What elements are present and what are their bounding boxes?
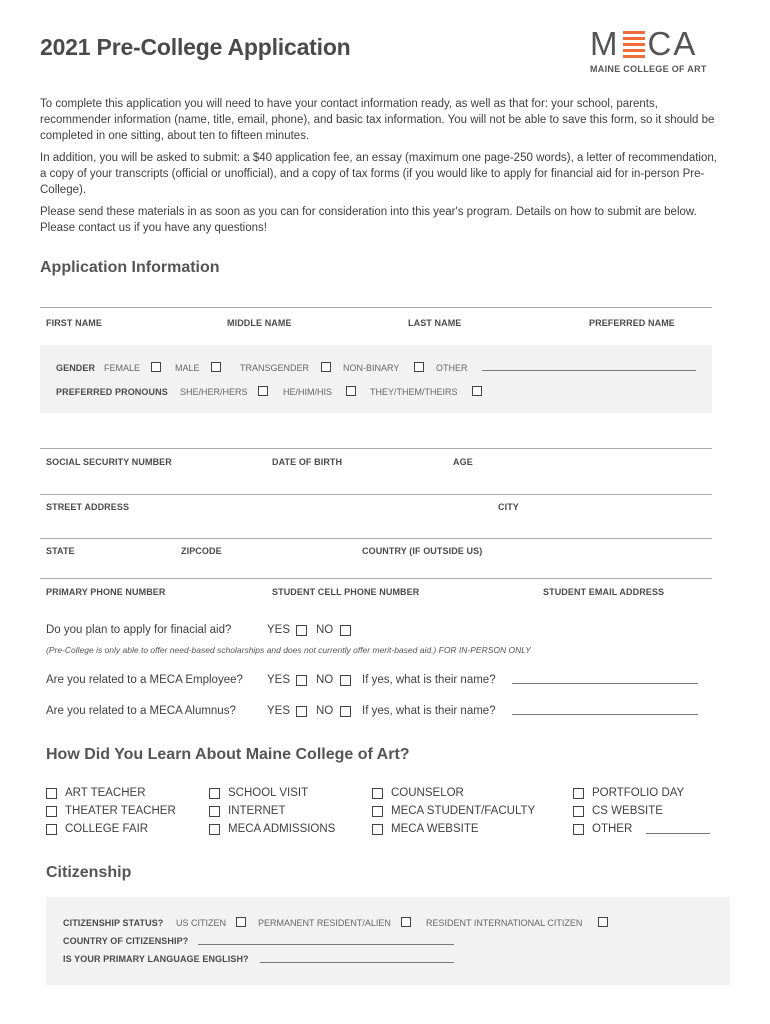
learn-checkbox[interactable] [573, 788, 584, 799]
primary-phone-field[interactable]: PRIMARY PHONE NUMBER [46, 587, 166, 597]
learn-option[interactable]: SCHOOL VISIT [209, 784, 335, 802]
divider [40, 538, 712, 539]
intro-paragraph: Please send these materials in as soon as you can for consideration into this year's program. Details on how to submit are below. Please contact us if you have any questions! [40, 206, 697, 234]
pronoun-they-checkbox[interactable] [472, 386, 482, 396]
learn-checkbox[interactable] [573, 824, 584, 835]
meca-logo [590, 25, 712, 74]
us-citizen-checkbox[interactable] [236, 917, 246, 927]
pronouns-label: PREFERRED PRONOUNS [56, 387, 168, 397]
first-name-field[interactable]: FIRST NAME [46, 318, 102, 328]
age-field[interactable]: AGE [453, 457, 473, 467]
learn-checkbox[interactable] [209, 824, 220, 835]
primary-language-input[interactable] [260, 962, 454, 963]
alumnus-yes-checkbox[interactable] [296, 706, 307, 717]
learn-option[interactable]: COLLEGE FAIR [46, 820, 176, 838]
preferred-name-field[interactable]: PREFERRED NAME [589, 318, 675, 328]
learn-checkbox[interactable] [372, 806, 383, 817]
learn-checkbox[interactable] [46, 824, 57, 835]
country-of-citizenship-input[interactable] [198, 944, 454, 945]
aid-question: Do you plan to apply for finacial aid? [46, 624, 232, 636]
employee-no-checkbox[interactable] [340, 675, 351, 686]
zipcode-field[interactable]: ZIPCODE [181, 546, 222, 556]
alumnus-question: Are you related to a MECA Alumnus? [46, 705, 236, 717]
yes-label: YES [267, 705, 291, 717]
learn-option[interactable]: MECA STUDENT/FACULTY [372, 802, 535, 820]
gender-option-label: TRANSGENDER [240, 363, 310, 373]
gender-nonbinary-checkbox[interactable] [414, 362, 424, 372]
city-field[interactable]: CITY [498, 502, 519, 512]
no-label: NO [316, 705, 334, 717]
learn-option[interactable]: CS WEBSITE [573, 802, 684, 820]
employee-yes-checkbox[interactable] [296, 675, 307, 686]
citizenship-status-label: CITIZENSHIP STATUS? [63, 918, 164, 928]
citizenship-option-label: PERMANENT RESIDENT/ALIEN [258, 918, 391, 928]
middle-name-field[interactable]: MIDDLE NAME [227, 318, 292, 328]
dob-field[interactable]: DATE OF BIRTH [272, 457, 343, 467]
last-name-field[interactable]: LAST NAME [408, 318, 462, 328]
gender-male-checkbox[interactable] [211, 362, 221, 372]
learn-checkbox[interactable] [209, 788, 220, 799]
learn-option[interactable]: MECA WEBSITE [372, 820, 535, 838]
email-field[interactable]: STUDENT EMAIL ADDRESS [543, 587, 665, 597]
learn-column [46, 784, 176, 838]
logo-wordmark [590, 25, 712, 62]
citizenship-option-label: RESIDENT INTERNATIONAL CITIZEN [426, 918, 583, 928]
if-yes-label: If yes, what is their name? [362, 674, 496, 686]
learn-option[interactable]: THEATER TEACHER [46, 802, 176, 820]
gender-option-label: NON-BINARY [343, 363, 400, 373]
country-field[interactable]: COUNTRY (IF OUTSIDE US) [362, 546, 483, 556]
learn-checkbox[interactable] [46, 806, 57, 817]
primary-language-label: IS YOUR PRIMARY LANGUAGE ENGLISH? [63, 954, 249, 964]
pronoun-option-label: THEY/THEM/THEIRS [370, 387, 458, 397]
learn-option[interactable]: INTERNET [209, 802, 335, 820]
learn-option[interactable]: COUNSELOR [372, 784, 535, 802]
learn-checkbox[interactable] [573, 806, 584, 817]
state-field[interactable]: STATE [46, 546, 75, 556]
learn-checkbox[interactable] [372, 824, 383, 835]
gender-row [56, 362, 95, 374]
employee-name-input[interactable] [512, 683, 698, 684]
aid-yes-checkbox[interactable] [296, 625, 307, 636]
learn-option[interactable]: ART TEACHER [46, 784, 176, 802]
learn-option[interactable]: MECA ADMISSIONS [209, 820, 335, 838]
alumnus-name-input[interactable] [512, 714, 698, 715]
alumnus-no-checkbox[interactable] [340, 706, 351, 717]
learn-option[interactable]: OTHER [573, 820, 684, 838]
cell-phone-field[interactable]: STUDENT CELL PHONE NUMBER [272, 587, 420, 597]
gender-option-label: OTHER [436, 363, 468, 373]
citizenship-option-label: US CITIZEN [176, 918, 227, 928]
yes-label: YES [267, 624, 291, 636]
learn-column [573, 784, 684, 838]
employee-question: Are you related to a MECA Employee? [46, 674, 243, 686]
yes-label: YES [267, 674, 291, 686]
gender-label: GENDER [56, 363, 96, 373]
intro-paragraph: In addition, you will be asked to submit: a $40 application fee, an essay (maximum one page-250 words), a letter of recommendation, a copy of your transcripts (official or unofficial), and a copy of tax forms (if you would like to apply for financial aid for in-person Pre-College). [40, 152, 717, 196]
logo-subtitle: MAINE COLLEGE OF ART [590, 64, 707, 74]
gender-female-checkbox[interactable] [151, 362, 161, 372]
pronoun-he-checkbox[interactable] [346, 386, 356, 396]
gender-other-input[interactable] [482, 370, 696, 371]
learn-checkbox[interactable] [372, 788, 383, 799]
learn-other-input[interactable] [646, 833, 710, 834]
divider [40, 494, 712, 495]
gender-option-label: FEMALE [104, 363, 141, 373]
ssn-field[interactable]: SOCIAL SECURITY NUMBER [46, 457, 172, 467]
gender-transgender-checkbox[interactable] [321, 362, 331, 372]
logo-letters-ca: CA [647, 25, 698, 62]
no-label: NO [316, 624, 334, 636]
divider [40, 578, 712, 579]
learn-checkbox[interactable] [46, 788, 57, 799]
international-citizen-checkbox[interactable] [598, 917, 608, 927]
section-heading-learn: How Did You Learn About Maine College of Art? [46, 746, 410, 763]
aid-no-checkbox[interactable] [340, 625, 351, 636]
page-title: 2021 Pre-College Application [40, 34, 351, 60]
pronoun-option-label: HE/HIM/HIS [283, 387, 333, 397]
logo-e-stripes-icon [623, 31, 645, 58]
gender-option-label: MALE [175, 363, 200, 373]
country-of-citizenship-label: COUNTRY OF CITIZENSHIP? [63, 936, 189, 946]
no-label: NO [316, 674, 334, 686]
learn-column [209, 784, 335, 838]
learn-checkbox[interactable] [209, 806, 220, 817]
intro-paragraph: To complete this application you will need to have your contact information ready, as well as that for: your school, parents, recommender information (name, title, email, phone), and basic tax information. You will not be able to save this form, so it should be completed in one sitting, about ten to fifteen minutes. [40, 98, 715, 142]
learn-option[interactable]: PORTFOLIO DAY [573, 784, 684, 802]
if-yes-label: If yes, what is their name? [362, 705, 496, 717]
gender-pronouns-panel [40, 345, 712, 413]
street-address-field[interactable]: STREET ADDRESS [46, 502, 130, 512]
divider [40, 307, 712, 308]
pronoun-option-label: SHE/HER/HERS [180, 387, 248, 397]
learn-column [372, 784, 535, 838]
section-heading-citizenship: Citizenship [46, 864, 132, 881]
aid-note: (Pre-College is only able to offer need-based scholarships and does not currently offer merit-based aid.) FOR IN-PERSON ONLY [46, 645, 531, 655]
logo-letter-m: M [590, 25, 620, 62]
pronoun-she-checkbox[interactable] [258, 386, 268, 396]
section-heading-application-info: Application Information [40, 259, 220, 276]
permanent-resident-checkbox[interactable] [401, 917, 411, 927]
divider [40, 448, 712, 449]
